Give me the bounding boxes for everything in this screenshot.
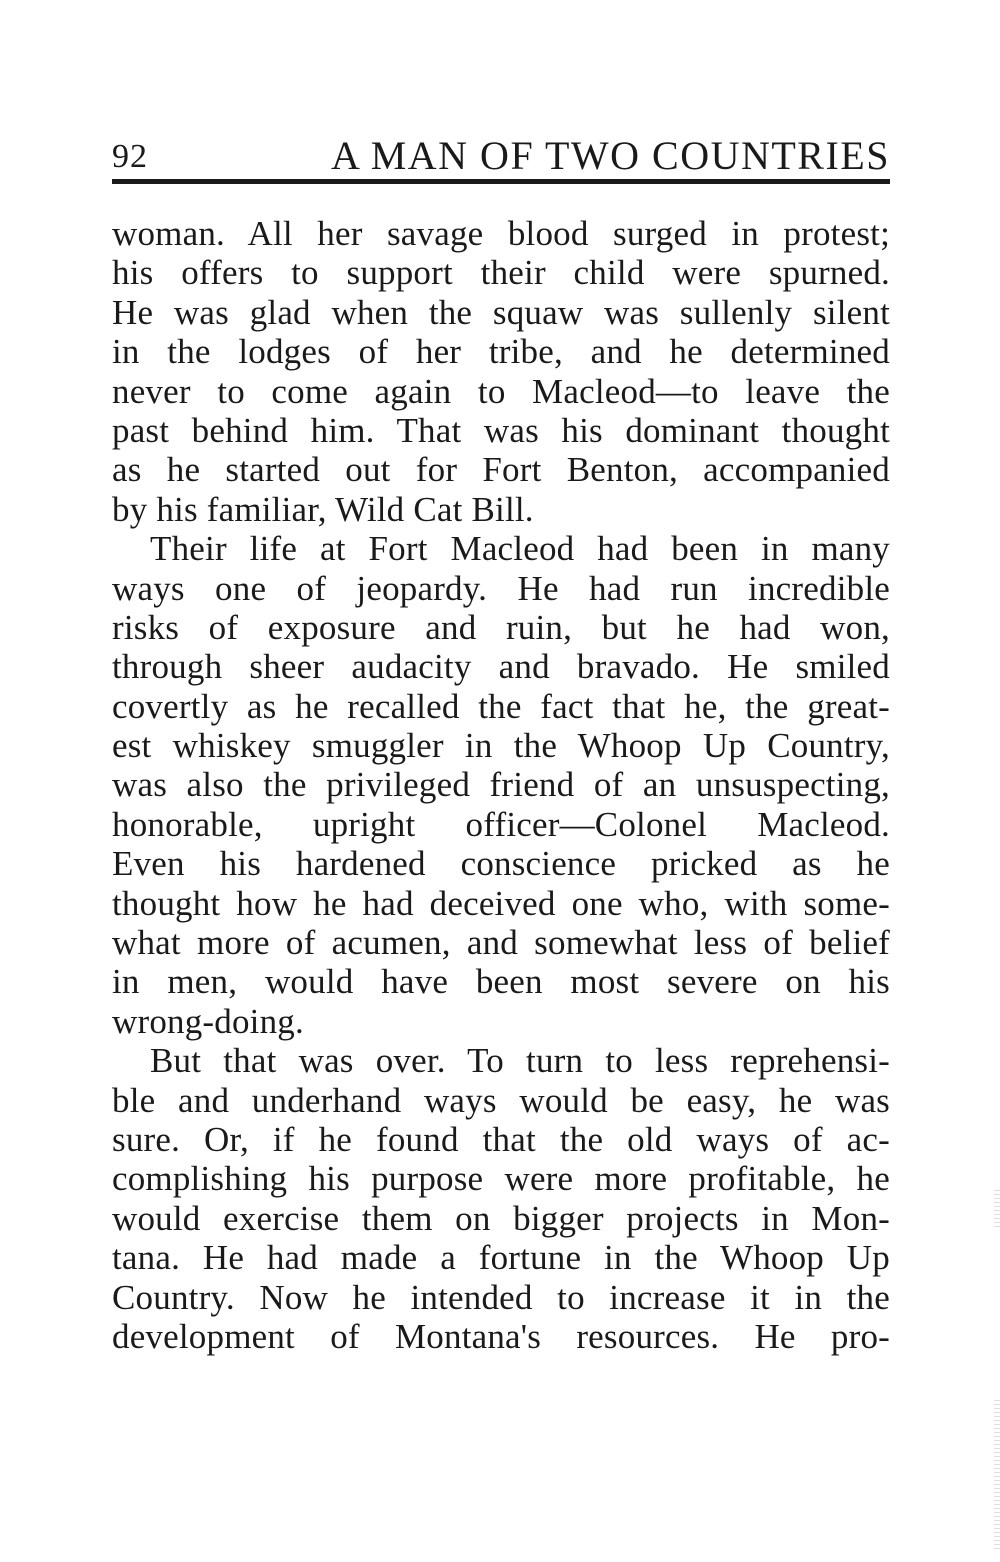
text-line: development of Montana's resources. He pro- bbox=[112, 1316, 890, 1356]
text-line: past behind him. That was his dominant thought bbox=[112, 410, 890, 450]
text-line: He was glad when the squaw was sullenly silent bbox=[112, 292, 890, 332]
scan-speckle bbox=[994, 1400, 1000, 1550]
text-line: But that was over. To turn to less reprehensi- bbox=[150, 1041, 890, 1081]
text-line: tana. He had made a fortune in the Whoop Up bbox=[112, 1238, 890, 1278]
running-title: A MAN OF TWO COUNTRIES bbox=[331, 133, 890, 178]
text-line: Even his hardened conscience pricked as he bbox=[112, 844, 890, 884]
text-line: woman. All her savage blood surged in protest; bbox=[112, 214, 890, 253]
text-line: never to come again to Macleod—to leave the bbox=[112, 371, 890, 411]
running-head bbox=[112, 130, 890, 178]
text-line: his offers to support their child were spurned. bbox=[112, 253, 890, 293]
header-rule bbox=[112, 179, 890, 184]
text-line: would exercise them on bigger projects in Mon- bbox=[112, 1198, 890, 1238]
text-line: risks of exposure and ruin, but he had won, bbox=[112, 607, 890, 647]
text-line: covertly as he recalled the fact that he, the great- bbox=[112, 686, 890, 726]
text-line: complishing his purpose were more profitable, he bbox=[112, 1159, 890, 1199]
text-line: in men, would have been most severe on his bbox=[112, 962, 890, 1002]
text-line: through sheer audacity and bravado. He smiled bbox=[112, 647, 890, 687]
body-text bbox=[112, 214, 890, 1356]
text-line: thought how he had deceived one who, with some- bbox=[112, 883, 890, 923]
text-line: Country. Now he intended to increase it in the bbox=[112, 1277, 890, 1317]
text-line: Their life at Fort Macleod had been in many bbox=[150, 529, 890, 569]
scan-speckle bbox=[994, 1190, 1000, 1230]
text-line: honorable, upright officer—Colonel Macleod. bbox=[112, 804, 890, 844]
text-line: as he started out for Fort Benton, accompanied bbox=[112, 450, 890, 490]
text-line: was also the privileged friend of an unsuspecting, bbox=[112, 765, 890, 805]
page-number: 92 bbox=[112, 138, 148, 175]
text-line: ways one of jeopardy. He had run incredible bbox=[112, 568, 890, 608]
text-line: wrong-doing. bbox=[112, 1001, 304, 1041]
text-line: sure. Or, if he found that the old ways of ac- bbox=[112, 1119, 890, 1159]
text-line: ble and underhand ways would be easy, he was bbox=[112, 1080, 890, 1120]
text-line: what more of acumen, and somewhat less of belief bbox=[112, 923, 890, 963]
text-line: in the lodges of her tribe, and he determined bbox=[112, 332, 890, 372]
text-line: by his familiar, Wild Cat Bill. bbox=[112, 489, 534, 529]
text-line: est whiskey smuggler in the Whoop Up Country, bbox=[112, 726, 890, 766]
